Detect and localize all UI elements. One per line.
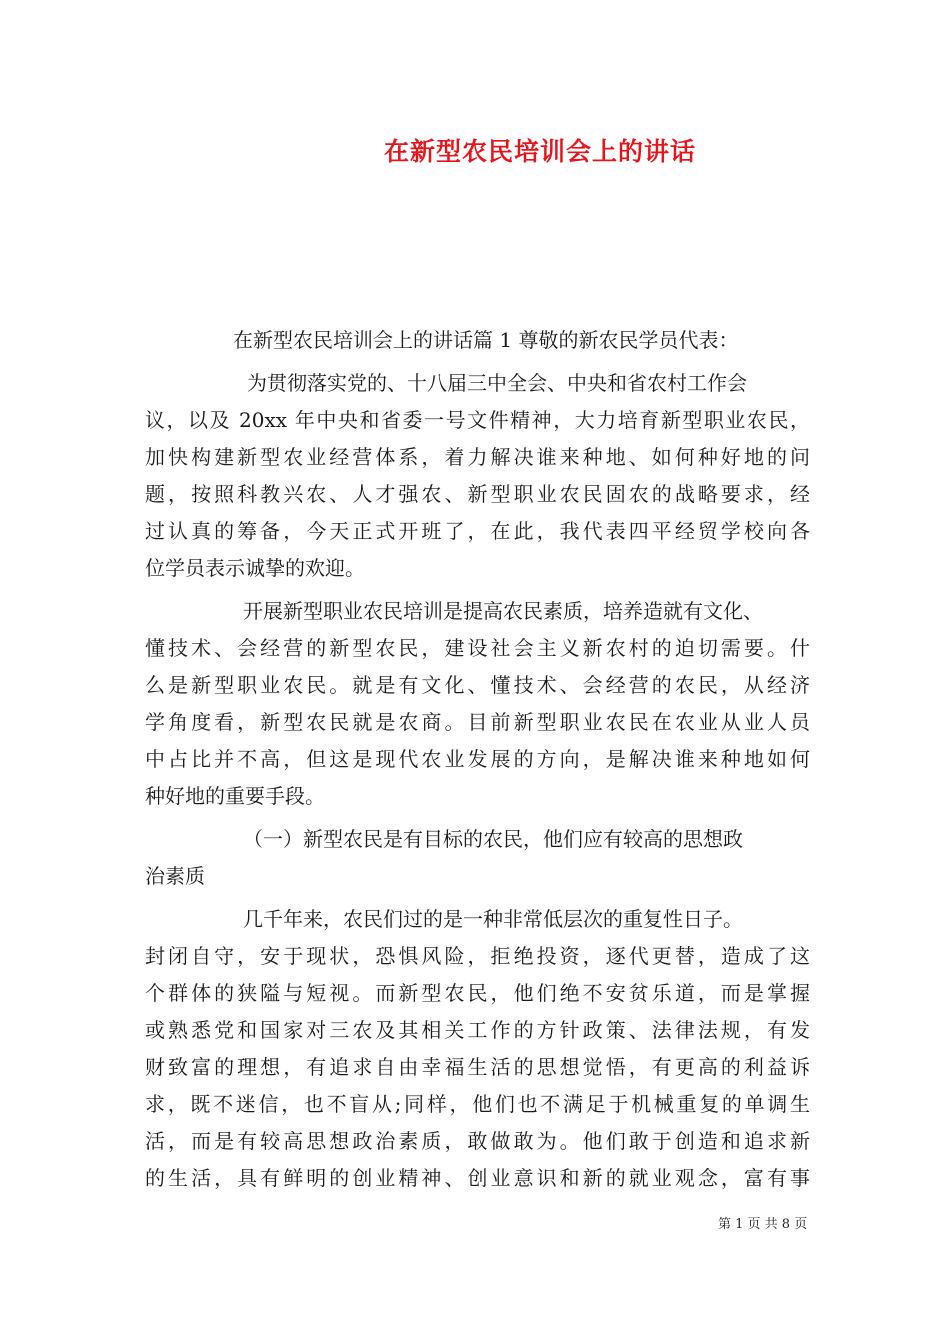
text-line: 个群体的狭隘与短视。而新型农民，他们绝不安贫乐道，而是掌握 — [145, 981, 810, 1005]
text-line: 活，而是有较高思想政治素质，敢做敢为。他们敢于创造和追求新 — [145, 1129, 810, 1153]
text-line: 在新型农民培训会上的讲话篇 1 尊敬的新农民学员代表： — [233, 328, 739, 352]
text-line: 学角度看，新型农民就是农商。目前新型职业农民在农业从业人员 — [145, 710, 810, 734]
text-line: 加快构建新型农业经营体系，着力解决谁来种地、如何种好地的问 — [145, 445, 810, 469]
text-line: 过认真的筹备，今天正式开班了，在此，我代表四平经贸学校向各 — [145, 519, 810, 543]
text-line: 几千年来，农民们过的是一种非常低层次的重复性日子。 — [243, 907, 743, 931]
text-line: 懂技术、会经营的新型农民，建设社会主义新农村的迫切需要。什 — [145, 636, 810, 660]
text-line: 财致富的理想，有追求自由幸福生活的思想觉悟，有更高的利益诉 — [145, 1055, 810, 1079]
section-heading: 治素质 — [145, 864, 205, 888]
text-line: 为贯彻落实党的、十八届三中全会、中央和省农村工作会 — [247, 371, 747, 395]
document-body — [145, 322, 810, 1197]
text-line: 开展新型职业农民培训是提高农民素质，培养造就有文化、 — [243, 599, 763, 623]
section-heading: （一）新型农民是有目标的农民，他们应有较高的思想政 — [243, 827, 743, 851]
text-line: 求，既不迷信，也不盲从;同样，他们也不满足于机械重复的单调生 — [145, 1092, 810, 1116]
text-line: 封闭自守，安于现状，恐惧风险，拒绝投资，逐代更替，造成了这 — [145, 944, 810, 968]
text-line: 种好地的重要手段。 — [145, 784, 325, 808]
text-line: 中占比并不高，但这是现代农业发展的方向，是解决谁来种地如何 — [145, 747, 810, 771]
text-line: 题，按照科教兴农、人才强农、新型职业农民固农的战略要求，经 — [145, 482, 810, 506]
page-number: 第 1 页 共 8 页 — [718, 1217, 808, 1232]
text-line: 位学员表示诚挚的欢迎。 — [145, 556, 365, 580]
text-line: 么是新型职业农民。就是有文化、懂技术、会经营的农民，从经济 — [145, 673, 810, 697]
text-line: 的生活，具有鲜明的创业精神、创业意识和新的就业观念，富有事 — [145, 1166, 810, 1190]
page-title: 在新型农民培训会上的讲话 — [383, 137, 696, 166]
text-line: 议，以及 20xx 年中央和省委一号文件精神，大力培育新型职业农民， — [145, 408, 810, 432]
text-line: 或熟悉党和国家对三农及其相关工作的方针政策、法律法规，有发 — [145, 1018, 810, 1042]
